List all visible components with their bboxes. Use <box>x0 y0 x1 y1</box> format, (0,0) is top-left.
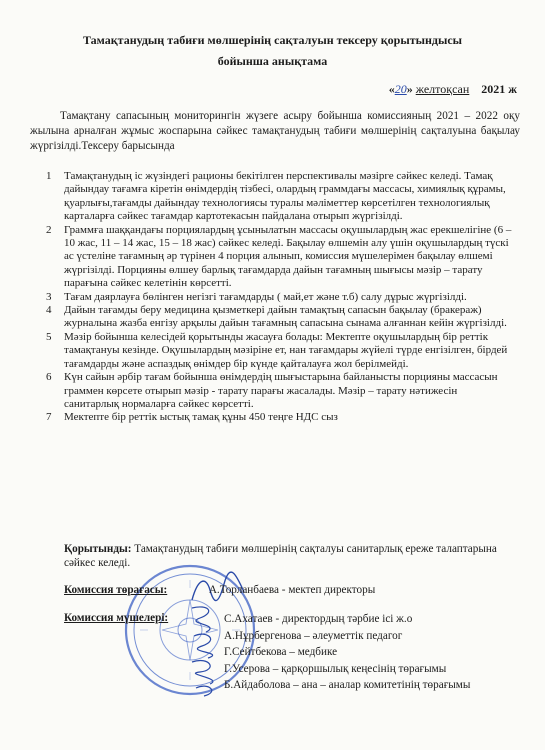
date-year: 2021 ж <box>481 82 517 96</box>
list-item: С.Ахатаев - директордың тәрбие ісі ж.о <box>224 613 413 625</box>
conclusion-label: Қорытынды: <box>64 543 132 555</box>
commission-chair <box>64 583 514 597</box>
document-title-line1: Тамақтанудың табиғи мөлшерінің сақталуын тексеру қорытындысы <box>82 33 463 47</box>
date-day: 20 <box>394 82 407 96</box>
list-item: Б.Айдаболова – ана – аналар комитетінің төрағымы <box>224 679 471 691</box>
list-item: Г.Усерова – қарқоршылық кеңесінің төрағымы <box>224 662 447 675</box>
members-list <box>224 611 509 694</box>
list-item: 3 Тағам даярлауға бөлінген негізгі тағамдарды ( май,ет және т.б) салу дұрыс жүргізілді. <box>46 290 467 303</box>
document-title-line2: бойынша анықтама <box>217 54 328 68</box>
date-quote-open: « <box>388 82 395 96</box>
conclusion-text: Тамақтанудың табиғи мөлшерінің сақталуы санитарлық ереже талаптарына сәйкес келеді. <box>64 543 497 569</box>
list-item: Г.Сейтбекова – медбике <box>224 646 338 658</box>
chair-label: Комиссия төрағасы: <box>64 584 168 596</box>
date-quote-close: » <box>406 82 413 96</box>
list-item: 4 Дайын тағамды беру медицина қызметкері дайын тамақтың сапасын бақылау (бракераж) журналына жазба енгізу арқылы дайын тағамның сапасына сынама алғаннан кейін жүргізілді. <box>46 304 507 330</box>
list-item: 2 Граммға шаққандағы порциялардың ұсынылатын массасы оқушылардың жас ерекшелігіне (6 – 10 жас, 11 – 14 жас, 15 – 18 жас) сәйкес келеді. Бақылау өлшемін алу үшін оқушылардың түскі ас үстеліне тағамның әр түрінен 4 порция алынып, комиссия мүшелерімен бақылау өлшемі жүргізілді. Порцияны өлшеу барлық тағамдарда дайын тағамның шығысы мәзір – тарату парағына сәйкес келетінін көрсетті. <box>46 223 512 290</box>
commission-members <box>64 611 514 694</box>
list-item: 7 Мектепте бір реттік ыстық тамақ құны 450 теңге НДС сыз <box>46 411 338 424</box>
list-item: 6 Күн сайын әрбір тағам бойынша өнімдердің шығыстарына байланысты порцияны массасын граммен көрсете отырып мәзір - тарату парағы жасалады. Мәзір – тарату нәтижесін санитарлық нормаларға сәйкес көрсетті. <box>46 371 498 410</box>
list-item: 5 Мәзір бойынша келесідей қорытынды жасауға болады: Мектепте оқушылардың бір реттік тамақтануы кезінде. Оқушылардың мәзіріне ет, нан тағамдары жүйелі түрде енгізілген, бірдей тағамдарды және аспаздық өнімдер бір күнде қайталауға жол берілмейді. <box>46 330 508 370</box>
chair-name: А.Торланбаева - мектеп директоры <box>208 584 376 596</box>
members-label: Комиссия мүшелері: <box>64 612 169 624</box>
findings-list <box>42 170 512 425</box>
date-month: желтоқсан <box>415 82 470 96</box>
intro-paragraph: Тамақтану сапасының мониторингін жүзеге асыру бойынша комиссияның 2021 – 2022 оқу жылына арналған жұмыс жоспарына сәйкес тамақтанудың табиғи мөлшерінің сақталуына бақылау жүргізілді.Тексеру барысында <box>30 110 520 152</box>
document-date <box>389 82 517 97</box>
list-item: 1 Тамақтанудың іс жүзіндегі рационы бекітілген перспективалы мәзірге сәйкес келеді. Тамақ дайындау тағамға кіретін өнімдердің тізбесі, олардың граммдағы массасы, химиялық құрамы, қуарлығы,тағамды дайындау технологиясы туралы мәліметтер көрсетілген технологиялық карталарға сәйкес тағамдар картотекасын пайдалана отырып жүргізілді. <box>46 170 506 223</box>
list-item: А.Нұрбергенова – әлеуметтік педагог <box>224 629 403 642</box>
